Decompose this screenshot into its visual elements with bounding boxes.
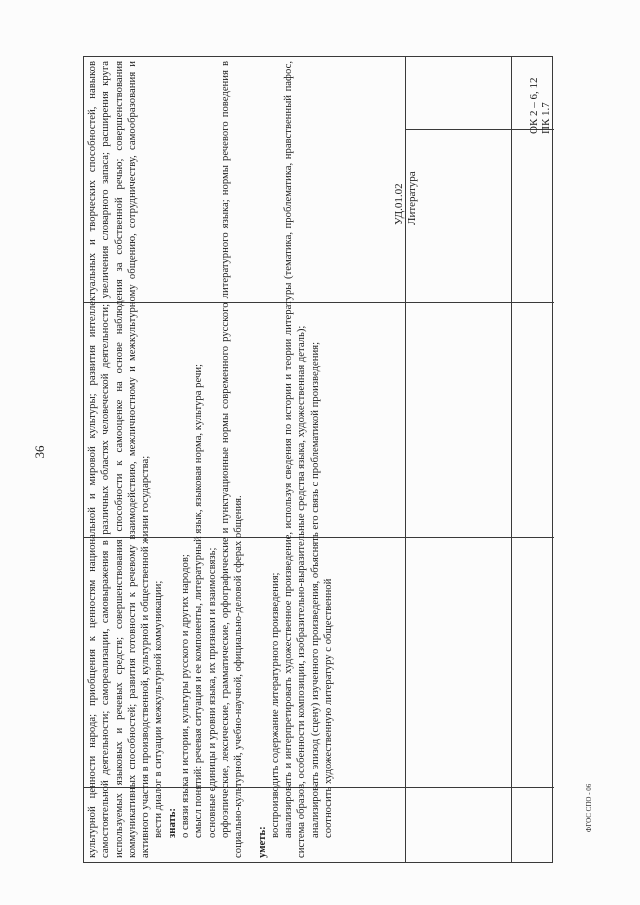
znat-label: знать: <box>165 808 178 838</box>
footer-code: ФГОС СПО - 06 <box>585 783 593 833</box>
znat-item: смысл понятий: речевая ситуация и ее компоненты, литературный язык, языковая норма, культура речи; <box>192 363 205 838</box>
znat-item: основные единицы и уровни языка, их признаки и взаимосвязь; <box>205 547 218 838</box>
page-number: 36 <box>32 445 47 459</box>
umet-item: воспроизводить содержание литературного произведения; <box>268 572 281 838</box>
umet-item: соотносить художественную литературу с общественной <box>322 578 335 838</box>
professional-competencies: ПК 1.7 <box>540 102 552 134</box>
umet-item: анализировать эпизод (сцену) изученного произведения, объяснять его связь с проблематикой произведения; <box>308 341 321 838</box>
discipline-name: Литература <box>406 171 418 225</box>
discipline-code: УД.01.02 <box>393 183 405 225</box>
umet-label: уметь: <box>255 826 268 858</box>
column-divider <box>511 57 512 862</box>
requirements-paragraph: вести диалог в ситуации межкультурной коммуникации; <box>152 580 165 838</box>
discipline-cell <box>393 55 433 225</box>
requirements-paragraph: культурной ценности народа; приобщения к ценностям национальной и мировой культуры; развития интеллектуальных и творческих способностей, навыков самостоятельной деятельности; самореализации, самовыражения в различных областях человеческой деятельности; увеличения словарного запаса; расширения круга используемых языковых и речевых средств; совершенствования способности к самооценке на основе наблюдения за собственной речью; совершенствования коммуникативных способностей; развития готовности к речевому взаимодействию, межличностному и межкультурному общению, сотрудничеству, самообразования и активного участия в производственной, культурной и общественной жизни государства; <box>86 61 152 858</box>
umet-item: анализировать и интерпретировать художественное произведение, используя сведения по истории и теории литературы (тематика, проблематика, нравственный пафос, система образов, особенности композиции, изобразительно-выразительные средства языка, художественная деталь); <box>282 61 308 858</box>
competencies-cell <box>528 50 568 134</box>
znat-item: орфоэпические, лексические, грамматические, орфографические и пунктуационные нормы современного русского литературного языка; нормы речевого поведения в социально-культурной, учебно-научной, официально-деловой сферах общения. <box>218 61 245 858</box>
znat-item: о связи языка и истории, культуры русского и других народов; <box>179 554 192 838</box>
requirements-cell <box>84 57 406 862</box>
general-competencies: ОК 2 – 6, 12 <box>528 77 540 134</box>
